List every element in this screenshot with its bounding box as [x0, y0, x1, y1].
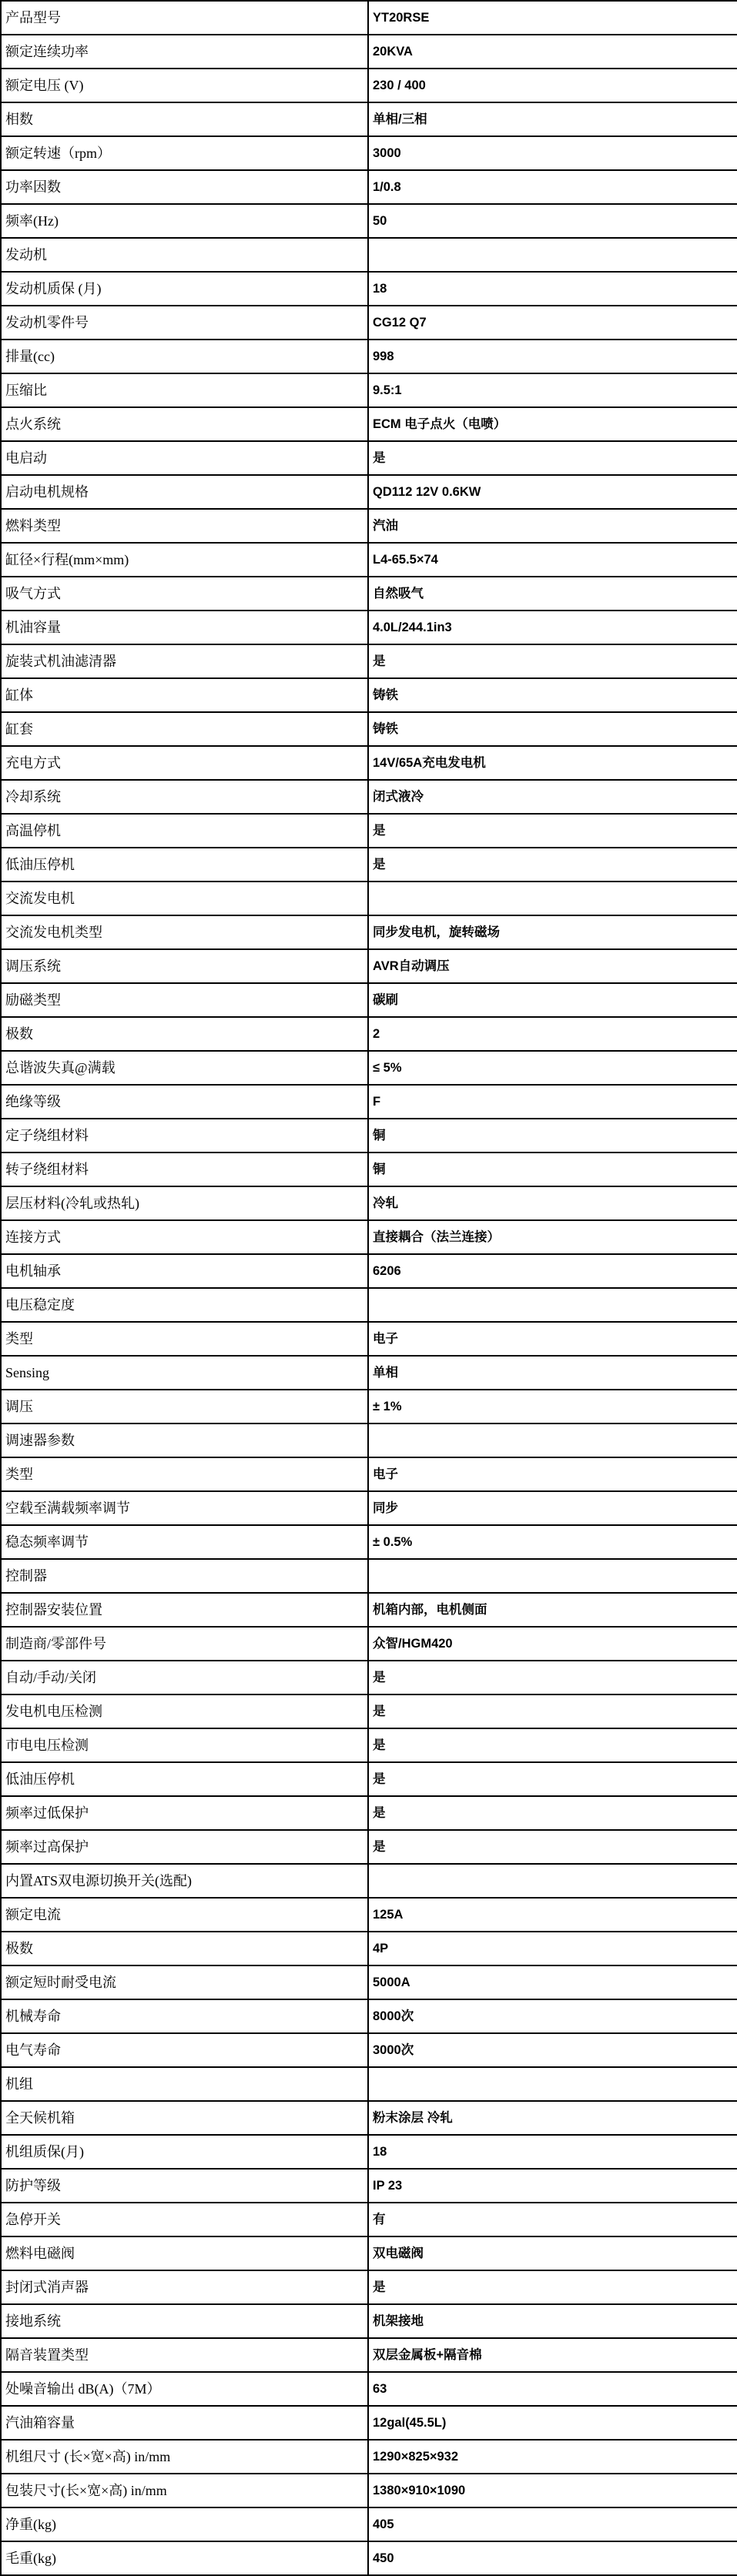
- spec-label: 毛重(kg): [1, 2541, 368, 2575]
- spec-label: 汽油箱容量: [1, 2406, 368, 2440]
- spec-row: [1, 1186, 737, 1220]
- spec-row: [1, 1728, 737, 1762]
- spec-value: 1290×825×932: [368, 2440, 737, 2474]
- spec-label: 定子绕组材料: [1, 1119, 368, 1153]
- spec-value: ECM 电子点火（电喷）: [368, 407, 737, 441]
- spec-value: 4.0L/244.1in3: [368, 611, 737, 644]
- spec-value: 是: [368, 1661, 737, 1694]
- spec-value: 双电磁阀: [368, 2236, 737, 2270]
- spec-label: 机组: [1, 2067, 368, 2101]
- spec-row: [1, 2135, 737, 2169]
- spec-value: 电子: [368, 1322, 737, 1356]
- spec-row: [1, 2338, 737, 2372]
- spec-value: 是: [368, 441, 737, 475]
- spec-row: [1, 1288, 737, 1322]
- spec-value: 5000A: [368, 1965, 737, 1999]
- spec-row: [1, 35, 737, 69]
- spec-value: 铜: [368, 1119, 737, 1153]
- spec-value: 单相/三相: [368, 102, 737, 136]
- spec-row: [1, 848, 737, 882]
- spec-label: 低油压停机: [1, 848, 368, 882]
- spec-row: [1, 306, 737, 340]
- spec-value: 405: [368, 2507, 737, 2541]
- spec-label: 发电机电压检测: [1, 1694, 368, 1728]
- spec-value: 1380×910×1090: [368, 2474, 737, 2507]
- spec-label: 发动机质保 (月): [1, 272, 368, 306]
- spec-value: ≤ 5%: [368, 1051, 737, 1085]
- spec-row: [1, 2507, 737, 2541]
- spec-label: 排量(cc): [1, 340, 368, 373]
- spec-label: 额定电流: [1, 1898, 368, 1932]
- spec-row: [1, 780, 737, 814]
- spec-label: 频率过低保护: [1, 1796, 368, 1830]
- spec-label: 燃料电磁阀: [1, 2236, 368, 2270]
- spec-row: [1, 2372, 737, 2406]
- spec-label: 封闭式消声器: [1, 2270, 368, 2304]
- spec-row: [1, 373, 737, 407]
- spec-value: 18: [368, 272, 737, 306]
- spec-label: 机组尺寸 (长×宽×高) in/mm: [1, 2440, 368, 2474]
- spec-value: [368, 882, 737, 915]
- spec-value: AVR自动调压: [368, 949, 737, 983]
- spec-label: 缸套: [1, 712, 368, 746]
- spec-row: [1, 1457, 737, 1491]
- spec-row: [1, 1322, 737, 1356]
- spec-label: 吸气方式: [1, 577, 368, 611]
- spec-value: 是: [368, 814, 737, 848]
- spec-value: 闭式液冷: [368, 780, 737, 814]
- spec-row: [1, 238, 737, 272]
- spec-row: [1, 1220, 737, 1254]
- spec-label: 额定短时耐受电流: [1, 1965, 368, 1999]
- spec-value: [368, 1559, 737, 1593]
- spec-value: CG12 Q7: [368, 306, 737, 340]
- spec-label: 相数: [1, 102, 368, 136]
- spec-label: 稳态频率调节: [1, 1525, 368, 1559]
- spec-row: [1, 1932, 737, 1965]
- spec-row: [1, 102, 737, 136]
- spec-row: [1, 1627, 737, 1661]
- spec-label: 控制器安装位置: [1, 1593, 368, 1627]
- spec-row: [1, 2101, 737, 2135]
- spec-value: 机架接地: [368, 2304, 737, 2338]
- spec-label: 自动/手动/关闭: [1, 1661, 368, 1694]
- spec-label: Sensing: [1, 1356, 368, 1390]
- spec-value: [368, 2067, 737, 2101]
- spec-label: 电机轴承: [1, 1254, 368, 1288]
- spec-label: 类型: [1, 1457, 368, 1491]
- spec-value: 是: [368, 1728, 737, 1762]
- spec-label: 压缩比: [1, 373, 368, 407]
- spec-label: 空载至满载频率调节: [1, 1491, 368, 1525]
- spec-value: 998: [368, 340, 737, 373]
- spec-row: [1, 1830, 737, 1864]
- spec-value: 8000次: [368, 1999, 737, 2033]
- spec-label: 缸体: [1, 678, 368, 712]
- spec-row: [1, 1864, 737, 1898]
- spec-label: 连接方式: [1, 1220, 368, 1254]
- spec-value: 电子: [368, 1457, 737, 1491]
- spec-row: [1, 1119, 737, 1153]
- spec-label: 极数: [1, 1017, 368, 1051]
- spec-value: 4P: [368, 1932, 737, 1965]
- spec-value: 铸铁: [368, 712, 737, 746]
- spec-value: 3000: [368, 136, 737, 170]
- spec-value: 63: [368, 2372, 737, 2406]
- spec-label: 额定转速（rpm）: [1, 136, 368, 170]
- spec-row: [1, 2203, 737, 2236]
- spec-value: 2: [368, 1017, 737, 1051]
- spec-row: [1, 611, 737, 644]
- spec-row: [1, 170, 737, 204]
- spec-label: 全天候机箱: [1, 2101, 368, 2135]
- spec-label: 急停开关: [1, 2203, 368, 2236]
- spec-value: 铜: [368, 1153, 737, 1186]
- spec-row: [1, 2033, 737, 2067]
- spec-row: [1, 949, 737, 983]
- spec-value: 冷轧: [368, 1186, 737, 1220]
- spec-label: 总谐波失真@满载: [1, 1051, 368, 1085]
- spec-label: 防护等级: [1, 2169, 368, 2203]
- spec-value: 3000次: [368, 2033, 737, 2067]
- spec-row: [1, 1593, 737, 1627]
- spec-row: [1, 814, 737, 848]
- spec-value: 是: [368, 1830, 737, 1864]
- spec-value: 450: [368, 2541, 737, 2575]
- spec-value: 汽油: [368, 509, 737, 543]
- spec-value: 是: [368, 2270, 737, 2304]
- spec-value: 125A: [368, 1898, 737, 1932]
- spec-label: 冷却系统: [1, 780, 368, 814]
- spec-label: 调压系统: [1, 949, 368, 983]
- spec-value: 是: [368, 1796, 737, 1830]
- spec-row: [1, 1153, 737, 1186]
- spec-row: [1, 2236, 737, 2270]
- spec-label: 额定连续功率: [1, 35, 368, 69]
- spec-value: 1/0.8: [368, 170, 737, 204]
- spec-value: 单相: [368, 1356, 737, 1390]
- spec-row: [1, 983, 737, 1017]
- spec-value: YT20RSE: [368, 1, 737, 35]
- spec-label: 电压稳定度: [1, 1288, 368, 1322]
- spec-label: 处噪音输出 dB(A)（7M）: [1, 2372, 368, 2406]
- spec-row: [1, 1356, 737, 1390]
- spec-row: [1, 1390, 737, 1423]
- spec-label: 励磁类型: [1, 983, 368, 1017]
- spec-label: 点火系统: [1, 407, 368, 441]
- spec-row: [1, 2440, 737, 2474]
- spec-label: 缸径×行程(mm×mm): [1, 543, 368, 577]
- spec-value: 14V/65A充电发电机: [368, 746, 737, 780]
- spec-row: [1, 1694, 737, 1728]
- spec-label: 制造商/零部件号: [1, 1627, 368, 1661]
- spec-row: [1, 2270, 737, 2304]
- spec-row: [1, 2541, 737, 2575]
- spec-label: 高温停机: [1, 814, 368, 848]
- spec-row: [1, 1254, 737, 1288]
- spec-value: ± 0.5%: [368, 1525, 737, 1559]
- spec-row: [1, 1017, 737, 1051]
- spec-label: 隔音装置类型: [1, 2338, 368, 2372]
- spec-row: [1, 1762, 737, 1796]
- spec-value: [368, 1423, 737, 1457]
- spec-value: ± 1%: [368, 1390, 737, 1423]
- spec-value: 双层金属板+隔音棉: [368, 2338, 737, 2372]
- spec-row: [1, 340, 737, 373]
- spec-label: 层压材料(冷轧或热轧): [1, 1186, 368, 1220]
- spec-value: 是: [368, 1694, 737, 1728]
- spec-row: [1, 407, 737, 441]
- spec-value: F: [368, 1085, 737, 1119]
- spec-label: 内置ATS双电源切换开关(选配): [1, 1864, 368, 1898]
- spec-row: [1, 475, 737, 509]
- spec-label: 市电电压检测: [1, 1728, 368, 1762]
- spec-label: 净重(kg): [1, 2507, 368, 2541]
- spec-label: 低油压停机: [1, 1762, 368, 1796]
- spec-label: 机油容量: [1, 611, 368, 644]
- spec-value: [368, 1864, 737, 1898]
- spec-label: 电启动: [1, 441, 368, 475]
- spec-value: 粉末涂层 冷轧: [368, 2101, 737, 2135]
- spec-label: 功率因数: [1, 170, 368, 204]
- spec-value: 自然吸气: [368, 577, 737, 611]
- spec-value: L4-65.5×74: [368, 543, 737, 577]
- spec-value: IP 23: [368, 2169, 737, 2203]
- spec-value: 是: [368, 644, 737, 678]
- spec-label: 交流发电机: [1, 882, 368, 915]
- spec-value: 同步发电机，旋转磁场: [368, 915, 737, 949]
- spec-value: 碳刷: [368, 983, 737, 1017]
- spec-value: 6206: [368, 1254, 737, 1288]
- spec-row: [1, 1423, 737, 1457]
- spec-label: 极数: [1, 1932, 368, 1965]
- spec-value: [368, 238, 737, 272]
- spec-row: [1, 1051, 737, 1085]
- spec-label: 电气寿命: [1, 2033, 368, 2067]
- spec-label: 发动机零件号: [1, 306, 368, 340]
- spec-row: [1, 2474, 737, 2507]
- spec-label: 调压: [1, 1390, 368, 1423]
- spec-row: [1, 915, 737, 949]
- spec-row: [1, 2304, 737, 2338]
- spec-row: [1, 644, 737, 678]
- spec-row: [1, 69, 737, 102]
- spec-label: 燃料类型: [1, 509, 368, 543]
- spec-label: 频率过高保护: [1, 1830, 368, 1864]
- spec-label: 交流发电机类型: [1, 915, 368, 949]
- spec-row: [1, 1525, 737, 1559]
- spec-row: [1, 272, 737, 306]
- spec-value: 机箱内部，电机侧面: [368, 1593, 737, 1627]
- spec-value: 9.5:1: [368, 373, 737, 407]
- spec-value: 18: [368, 2135, 737, 2169]
- spec-value: 20KVA: [368, 35, 737, 69]
- spec-value: [368, 1288, 737, 1322]
- spec-label: 包装尺寸(长×宽×高) in/mm: [1, 2474, 368, 2507]
- spec-row: [1, 1796, 737, 1830]
- spec-label: 接地系统: [1, 2304, 368, 2338]
- spec-label: 绝缘等级: [1, 1085, 368, 1119]
- spec-row: [1, 678, 737, 712]
- spec-label: 转子绕组材料: [1, 1153, 368, 1186]
- spec-row: [1, 1965, 737, 1999]
- spec-label: 启动电机规格: [1, 475, 368, 509]
- spec-row: [1, 577, 737, 611]
- spec-label: 旋装式机油滤清器: [1, 644, 368, 678]
- spec-label: 发动机: [1, 238, 368, 272]
- spec-label: 额定电压 (V): [1, 69, 368, 102]
- spec-row: [1, 1, 737, 35]
- spec-value: 12gal(45.5L): [368, 2406, 737, 2440]
- spec-row: [1, 509, 737, 543]
- spec-label: 调速器参数: [1, 1423, 368, 1457]
- spec-row: [1, 2169, 737, 2203]
- spec-label: 机械寿命: [1, 1999, 368, 2033]
- spec-label: 产品型号: [1, 1, 368, 35]
- spec-row: [1, 1898, 737, 1932]
- spec-row: [1, 441, 737, 475]
- spec-row: [1, 1999, 737, 2033]
- spec-value: 230 / 400: [368, 69, 737, 102]
- spec-value: 有: [368, 2203, 737, 2236]
- spec-label: 类型: [1, 1322, 368, 1356]
- spec-value: 是: [368, 848, 737, 882]
- spec-row: [1, 712, 737, 746]
- spec-value: 同步: [368, 1491, 737, 1525]
- spec-row: [1, 882, 737, 915]
- spec-table-body: [1, 1, 737, 2575]
- spec-value: QD112 12V 0.6KW: [368, 475, 737, 509]
- spec-label: 机组质保(月): [1, 2135, 368, 2169]
- spec-row: [1, 1085, 737, 1119]
- spec-row: [1, 1491, 737, 1525]
- spec-label: 频率(Hz): [1, 204, 368, 238]
- spec-value: 众智/HGM420: [368, 1627, 737, 1661]
- spec-label: 充电方式: [1, 746, 368, 780]
- spec-row: [1, 746, 737, 780]
- spec-value: 铸铁: [368, 678, 737, 712]
- spec-row: [1, 136, 737, 170]
- spec-row: [1, 543, 737, 577]
- spec-row: [1, 204, 737, 238]
- spec-row: [1, 2067, 737, 2101]
- spec-value: 50: [368, 204, 737, 238]
- spec-value: 是: [368, 1762, 737, 1796]
- spec-row: [1, 1559, 737, 1593]
- spec-label: 控制器: [1, 1559, 368, 1593]
- spec-row: [1, 1661, 737, 1694]
- spec-row: [1, 2406, 737, 2440]
- spec-value: 直接耦合（法兰连接）: [368, 1220, 737, 1254]
